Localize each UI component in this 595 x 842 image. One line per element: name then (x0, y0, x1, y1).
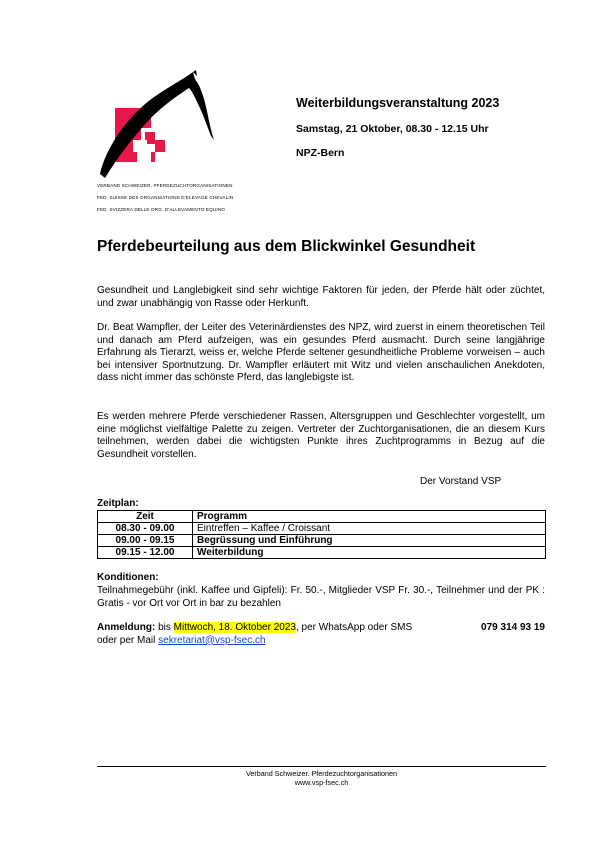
footer-org-name: Verband Schweizer. Pferdezuchtorganisationen (245, 769, 398, 778)
schedule-program: Begrüssung und Einführung (193, 535, 546, 547)
event-date: Samstag, 21 Oktober, 08.30 - 12.15 Uhr (296, 123, 489, 135)
schedule-time: 09.15 - 12.00 (98, 547, 193, 559)
table-row (98, 523, 546, 535)
conditions-heading: Konditionen: (97, 572, 159, 583)
org-name-de: VERBAND SCHWEIZER. PFERDEZUCHTORGANISATIONEN (97, 183, 233, 188)
conditions-text: Teilnahmegebühr (inkl. Kaffee und Gipfeli): Fr. 50.-, Mitglieder VSP Fr. 30.-, Teilnehmer und der PK : Gratis - vor Ort vor Ort in bar zu bezahlen (97, 585, 545, 609)
page-title: Pferdebeurteilung aus dem Blickwinkel Gesundheit (97, 238, 476, 255)
table-row (98, 547, 546, 559)
paragraph-intro: Gesundheit und Langlebigkeit sind sehr wichtige Faktoren für jeden, der Pferde hält oder züchtet, und zwar unabhängig von Rasse oder Herkunft. (97, 285, 545, 309)
column-header-program: Programm (193, 511, 546, 523)
vsp-logo (97, 70, 222, 178)
org-name-it: FED. SVIZZERA DELLE ORG. D'ALLEVAMENTO EQUINO (97, 207, 225, 212)
schedule-time: 09.00 - 09.15 (98, 535, 193, 547)
footer-website[interactable]: www.vsp-fsec.ch (294, 778, 349, 787)
registration-label: Anmeldung: (97, 622, 156, 633)
signature: Der Vorstand VSP (420, 476, 502, 487)
schedule-program: Weiterbildung (193, 547, 546, 559)
paragraph-horses: Es werden mehrere Pferde verschiedener Rassen, Altersgruppen und Geschlechter vorgestellt, um eine möglichst vielfältige Palette zu zeigen. Vertreter der Zuchtorganisationen, die an diesem Kurs teilnehmen, werden dabei die wichtigsten Punkte ihres Zuchtprogramms in Bezug auf die Gesundheit vorstellen. (97, 411, 545, 460)
paragraph-speaker: Dr. Beat Wampfler, der Leiter des Veterinärdienstes des NPZ, wird zuerst in einem theoretischen Teil und danach am Pferd aufzeigen, was ein gesundes Pferd ausmacht. Durch seine langjährige Erfahrung als Tierarzt, weiss er, welche Pferde seltener gesundheitliche Probleme vorweisen – auch bei intensiver Sportnutzung. Dr. Wampfler erläutert mit Witz und vielen anschaulichen Anekdoten, dass nicht immer das schönste Pferd, das langlebigste ist. (97, 322, 545, 384)
table-row (98, 535, 546, 547)
schedule-program: Eintreffen – Kaffee / Croissant (193, 523, 546, 535)
table-header-row (98, 511, 546, 523)
email-link[interactable]: sekretariat@vsp-fsec.ch (158, 634, 266, 646)
org-name-fr: FED. SUISSE DES ORGANISATIONS D'ELEVAGE CHEVALIN (97, 195, 234, 200)
registration-text-before: bis (155, 622, 174, 633)
footer-divider (97, 766, 546, 767)
schedule-time: 08.30 - 09.00 (98, 523, 193, 535)
event-title: Weiterbildungsveranstaltung 2023 (296, 96, 500, 110)
schedule-heading: Zeitplan: (97, 498, 139, 509)
registration-phone: 079 314 93 19 (481, 622, 545, 633)
registration-block (97, 622, 545, 647)
registration-text-middle: , per WhatsApp oder SMS (295, 622, 413, 633)
schedule-table (97, 510, 546, 559)
column-header-time: Zeit (98, 511, 193, 523)
registration-deadline: Mittwoch, 18. Oktober 2023 (173, 622, 296, 633)
event-location: NPZ-Bern (296, 147, 345, 159)
registration-line2-prefix: oder per Mail (97, 634, 159, 646)
